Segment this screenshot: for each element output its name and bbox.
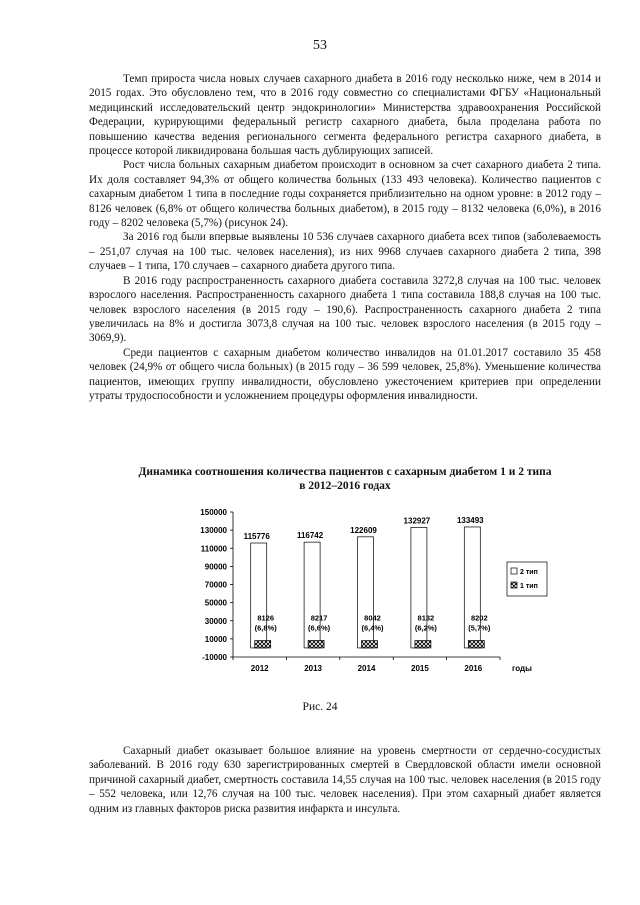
data-label-type2: 133493 — [456, 515, 484, 525]
chart-title — [88, 465, 602, 493]
legend-box — [507, 562, 547, 596]
paragraph: За 2016 год были впервые выявлены 10 536 случаев сахарного диабета всех типов (заболеваемость – 251,07 случая на 100 тыс. человек населения), из них 9968 случаев сахарного диабета 2 типа, 398 случаев – 1 типа, 170 случаев – сахарного диабета другого типа. — [89, 231, 601, 273]
paragraph: Сахарный диабет оказывает большое влияние на уровень смертности от сердечно-сосудистых заболеваний. В 2016 году 630 зарегистрированных смертей в Свердловской области имели основной причиной сахарный диабет, смертность составила 14,55 случая на 100 тыс. человек населения (в 2015 году – 552 человека, или 12,76 случая на 100 тыс. человек населения). При этом сахарный диабет является одним из главных факторов риска развития инфаркта и инсульта. — [89, 745, 601, 815]
paragraph: Среди пациентов с сахарным диабетом количество инвалидов на 01.01.2017 составило 35 458 человек (24,9% от общего числа больных) (в 2015 году – 36 599 человек, 25,8%). Уменьшение количества пациентов, имеющих группу инвалидности, обусловлено ужесточением критериев при определении утраты трудоспособности и усложнением процедуры оформления инвалидности. — [89, 346, 601, 402]
y-tick-label: 90000 — [204, 562, 227, 572]
chart-title-line-2: в 2012–2016 годах — [299, 480, 391, 492]
bar-type1 — [255, 641, 271, 648]
legend-swatch-type2 — [511, 568, 517, 574]
data-label-type1-pct: (5,7%) — [468, 623, 491, 633]
bar-type1 — [468, 641, 484, 648]
page-number: 53 — [313, 38, 327, 53]
paragraph: В 2016 году распространенность сахарного диабета составила 3272,8 случая на 100 тыс. человек взрослого населения. Распространенность сахарного диабета 1 типа составила 188,8 случая на 100 тыс. человек взрослого населения (в 2015 году – 190,6). Распространенность сахарного диабета 2 типа увеличилась на 8% и достигла 3073,8 случая на 100 тыс. человек взрослого населения (в 2015 году – 3069,9). — [89, 274, 601, 345]
chart-legend — [507, 562, 547, 596]
data-label-type1-pct: (6,6%) — [308, 623, 331, 633]
data-label-type1: 8132 — [417, 613, 435, 623]
legend-label-type1: 1 тип — [520, 583, 538, 590]
data-label-type2: 122609 — [350, 525, 377, 535]
x-tick-label: 2012 — [250, 664, 269, 673]
y-tick-label: 10000 — [204, 634, 227, 644]
x-axis-label: годы — [512, 664, 532, 673]
y-tick-label: 130000 — [200, 526, 227, 536]
y-tick-label: -10000 — [202, 653, 227, 662]
data-label-type2: 132927 — [403, 516, 431, 526]
data-label-type1-pct: (6,4%) — [361, 623, 384, 633]
data-label-type1: 8126 — [257, 613, 275, 623]
data-label-type1-pct: (6,2%) — [414, 623, 437, 633]
bar-type1 — [415, 641, 431, 648]
y-tick-label: 110000 — [200, 544, 227, 554]
data-label-type1-pct: (6,8%) — [254, 623, 277, 633]
legend-label-type2: 2 тип — [520, 569, 538, 576]
x-tick-label: 2016 — [464, 664, 483, 673]
x-tick-label: 2015 — [411, 664, 429, 673]
x-tick-label: 2013 — [304, 664, 322, 673]
data-label-type1: 8202 — [470, 613, 488, 623]
y-tick-label: 50000 — [204, 598, 227, 608]
data-label-type1: 8217 — [310, 613, 328, 623]
bar-chart — [180, 500, 550, 680]
body-text-top — [89, 72, 601, 403]
figure-caption: Рис. 24 — [302, 701, 338, 713]
y-tick-label: 70000 — [204, 580, 227, 590]
data-label-type2: 115776 — [243, 532, 270, 542]
data-label-type2: 116742 — [296, 531, 324, 541]
chart-title-line-1: Динамика соотношения количества пациентов с сахарным диабетом 1 и 2 типа — [138, 466, 552, 478]
data-label-type1: 8042 — [364, 613, 381, 623]
bar-type1 — [362, 641, 378, 648]
paragraph: Темп прироста числа новых случаев сахарного диабета в 2016 году несколько ниже, чем в 2014 и 2015 годах. Это обусловлено тем, что в 2016 году совместно со специалистами ФГБУ «Национальный медицинский исследовательский центр эндокринологии» Министерства здравоохранения Российской Федерации, курирующими федеральный регистр сахарного диабета, была проделана работа по повышению качества ведения регионального сегмента федерального регистра сахарного диабета, в процессе которой ликвидирована большая часть дублирующих записей. — [89, 73, 601, 158]
body-text-bottom — [89, 744, 601, 816]
y-tick-label: 150000 — [200, 508, 227, 517]
paragraph: Рост числа больных сахарным диабетом происходит в основном за счет сахарного диабета 2 типа. Их доля составляет 94,3% от общего количества больных (133 493 человека). Количество пациентов с сахарным диабетом 1 типа в последние годы сохраняется приблизительно на одном уровне: в 2012 году – 8126 человек (6,8% от общего количества больных диабетом), в 2015 году – 8132 человека (6,0%), в 2016 году – 8202 человека (5,7%) (рисунок 24). — [89, 159, 601, 230]
bar-type1 — [308, 640, 324, 647]
x-tick-label: 2014 — [357, 664, 376, 673]
legend-swatch-type1 — [511, 582, 517, 588]
y-tick-label: 30000 — [204, 616, 227, 626]
